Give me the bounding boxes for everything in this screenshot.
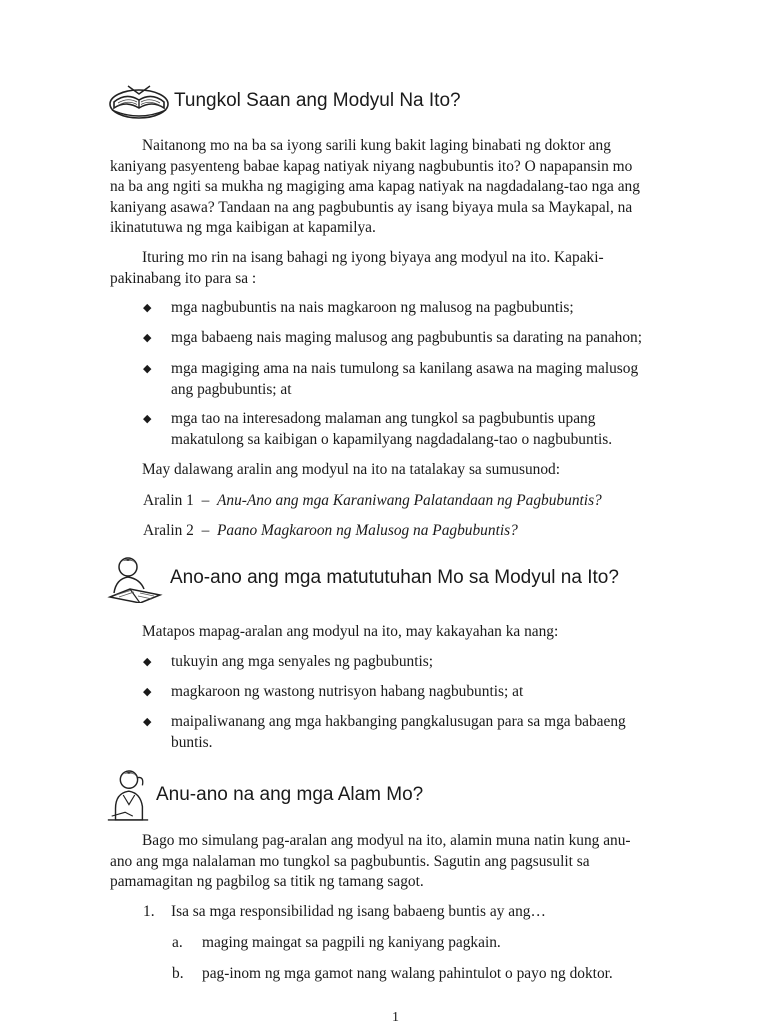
paragraph-intro: Naitanong mo na ba sa iyong sarili kung bakit laging binabati ng doktor ang kaniyang pasyenteng babae kapag natiyak niyang nagbubuntis ito? O napapansin mo na ba ang ngiti sa mukha ng magiging ama kapag natiyak na nagdadalang-tao nga ang kaniyang asawa? Tandaan na ang pagbubuntis ay isang biyaya mula sa Maykapal, na ikinatutuwa ng mga kaibigan at kapamilya. (110, 137, 640, 236)
paragraph-aralin-intro: May dalawang aralin ang modyul na ito na tatalakay sa sumusunod: (142, 461, 561, 478)
question-1: 1. Isa sa mga responsibilidad ng isang babaeng buntis ay ang… (143, 903, 546, 920)
page-number: 1 (392, 1010, 399, 1025)
diamond-bullet-icon: ◆ (143, 332, 152, 344)
section-title: Anu-ano na ang mga Alam Mo? (156, 784, 424, 805)
list-item: ◆ maipaliwanang ang mga hakbanging pangkalusugan para sa mga babaeng buntis. (143, 713, 626, 751)
paragraph-bago-mo: Bago mo simulang pag-aralan ang modyul na ito, alamin muna natin kung anu-ano ang mga nalalaman mo tungkol sa pagbubuntis. Sagutin ang pagsusulit sa pamamagitan ng pagbilog sa titik ng tamang sagot. (110, 832, 631, 890)
diamond-bullet-icon: ◆ (143, 686, 152, 698)
section-title: Ano-ano ang mga matututuhan Mo sa Modyul na Ito? (170, 567, 619, 588)
choice-a: a. maging maingat sa pagpili ng kaniyang pagkain. (172, 934, 501, 951)
section-heading-matututuhan (104, 553, 619, 603)
list-item: ◆ mga magiging ama na nais tumulong sa kanilang asawa na maging malusog ang pagbubuntis; at (143, 360, 639, 398)
list-item: ◆ magkaroon ng wastong nutrisyon habang nagbubuntis; at (143, 682, 663, 703)
section-heading-alam-mo (104, 766, 423, 824)
diamond-bullet-icon: ◆ (143, 363, 152, 375)
lesson-line-1: Aralin 1 – Anu-Ano ang mga Karaniwang Palatandaan ng Pagbubuntis? (143, 492, 602, 509)
list-item: ◆ tukuyin ang mga senyales ng pagbubuntis; (143, 652, 663, 673)
diamond-bullet-icon: ◆ (143, 413, 152, 425)
paragraph-kapaki-pakinabang: Ituring mo rin na isang bahagi ng iyong biyaya ang modyul na ito. Kapaki-pakinabang ito para sa : (110, 249, 604, 287)
list-item: ◆ mga babaeng nais maging malusog ang pagbubuntis sa darating na panahon; (143, 328, 663, 349)
section-heading-tungkol (108, 78, 461, 124)
lesson-line-2: Aralin 2 – Paano Magkaroon ng Malusog na Pagbubuntis? (143, 522, 518, 539)
student-reading-icon (104, 553, 166, 603)
diamond-bullet-icon: ◆ (143, 656, 152, 668)
open-book-icon (108, 78, 170, 124)
section-title: Tungkol Saan ang Modyul Na Ito? (174, 90, 461, 111)
list-item: ◆ mga tao na interesadong malaman ang tungkol sa pagbubuntis upang makatulong sa kaibigan o kapamilyang nagdadalang-tao o nagbubuntis. (143, 410, 613, 448)
thinking-student-icon (104, 766, 152, 824)
paragraph-matapos: Matapos mapag-aralan ang modyul na ito, may kakayahan ka nang: (142, 623, 559, 640)
diamond-bullet-icon: ◆ (143, 716, 152, 728)
choice-b: b. pag-inom ng mga gamot nang walang pahintulot o payo ng doktor. (172, 965, 613, 982)
list-item: ◆ mga nagbubuntis na nais magkaroon ng malusog na pagbubuntis; (143, 298, 663, 319)
diamond-bullet-icon: ◆ (143, 302, 152, 314)
